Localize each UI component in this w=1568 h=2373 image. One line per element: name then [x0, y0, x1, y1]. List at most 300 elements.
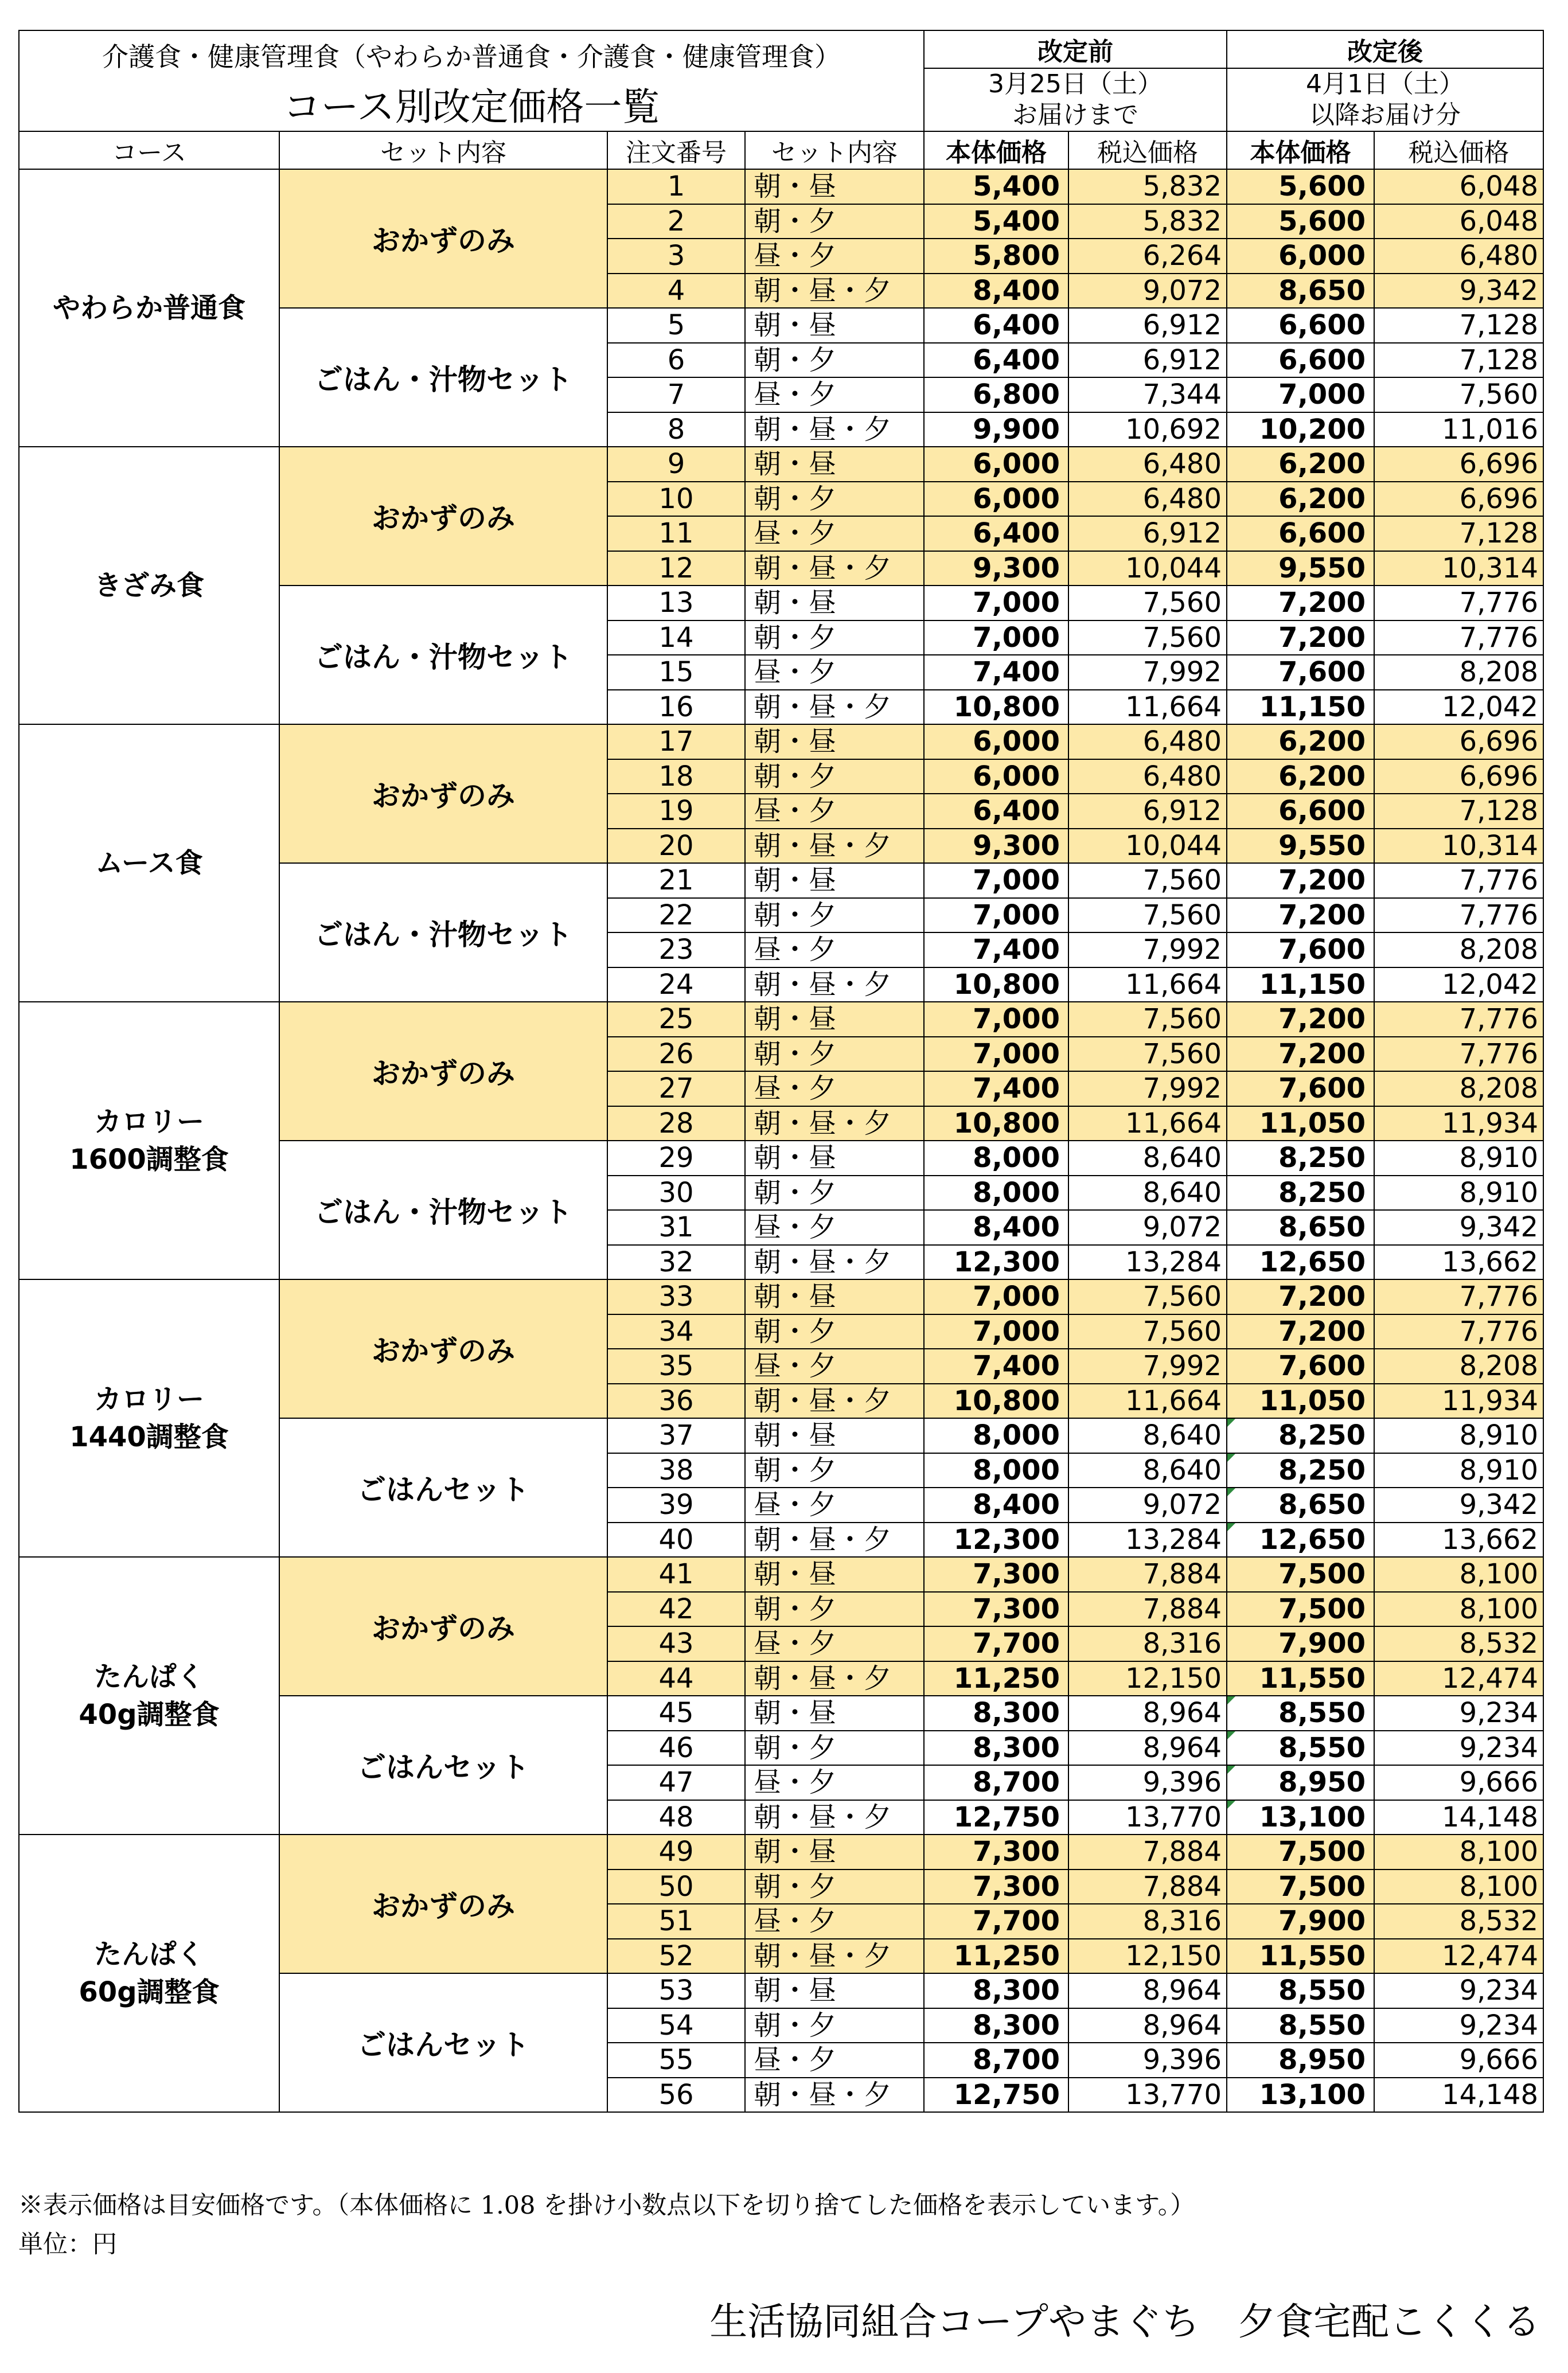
- meal-combination: 朝・昼: [745, 1973, 924, 2008]
- base-price-before: 7,300: [924, 1557, 1068, 1592]
- col-header-set-content: セット内容: [279, 131, 607, 169]
- tax-price-before: 8,316: [1068, 1626, 1227, 1661]
- order-number: 39: [607, 1488, 745, 1523]
- tax-price-after: 8,100: [1374, 1835, 1543, 1869]
- order-number: 12: [607, 551, 745, 586]
- base-price-after-value: 7,200: [1278, 587, 1366, 619]
- tax-price-before: 7,560: [1068, 1279, 1227, 1314]
- order-number: 32: [607, 1245, 745, 1280]
- tax-price-after: 12,042: [1374, 967, 1543, 1002]
- tax-price-before: 12,150: [1068, 1939, 1227, 1974]
- base-price-after: [1227, 482, 1374, 517]
- tax-price-after: 6,696: [1374, 447, 1543, 482]
- tax-price-before: 6,264: [1068, 239, 1227, 274]
- meal-combination: 昼・夕: [745, 932, 924, 967]
- order-number: 13: [607, 586, 745, 620]
- cell-comment-marker: [1227, 1419, 1235, 1427]
- base-price-before: 5,800: [924, 239, 1068, 274]
- tax-price-after: 6,048: [1374, 169, 1543, 204]
- table-row: [19, 1279, 1543, 1314]
- order-number: 49: [607, 1835, 745, 1869]
- base-price-after: [1227, 655, 1374, 690]
- meal-combination: 朝・昼: [745, 1141, 924, 1176]
- col-header-course: コース: [19, 131, 279, 169]
- tax-price-before: 7,884: [1068, 1835, 1227, 1869]
- base-price-before: 10,800: [924, 690, 1068, 725]
- cell-comment-marker: [1227, 1696, 1235, 1704]
- base-price-after: [1227, 516, 1374, 551]
- order-number: 51: [607, 1904, 745, 1939]
- base-price-after-value: 6,600: [1278, 344, 1366, 376]
- tax-price-after: 14,148: [1374, 2078, 1543, 2113]
- course-cell: きざみ食: [19, 447, 279, 724]
- order-number: 25: [607, 1002, 745, 1037]
- base-price-before: 8,000: [924, 1453, 1068, 1488]
- meal-combination: 朝・夕: [745, 1592, 924, 1627]
- tax-price-after: 9,342: [1374, 274, 1543, 309]
- base-price-after: [1227, 377, 1374, 412]
- tax-price-before: 7,992: [1068, 932, 1227, 967]
- base-price-after: [1227, 620, 1374, 655]
- footer-organization: 生活協同組合コープやまぐち 夕食宅配こくくる: [709, 2300, 1540, 2344]
- tax-price-before: 7,560: [1068, 1314, 1227, 1349]
- tax-price-before: 13,770: [1068, 2078, 1227, 2113]
- tax-price-before: 9,396: [1068, 1765, 1227, 1800]
- tax-price-after: 7,776: [1374, 898, 1543, 933]
- meal-combination: 朝・夕: [745, 1037, 924, 1072]
- base-price-after-value: 6,200: [1278, 725, 1366, 758]
- base-price-after: [1227, 932, 1374, 967]
- header-row-1: [19, 30, 1543, 68]
- base-price-after: [1227, 1973, 1374, 2008]
- tax-price-before: 6,912: [1068, 794, 1227, 829]
- tax-price-after: 12,474: [1374, 1661, 1543, 1696]
- base-price-after-value: 7,500: [1278, 1558, 1366, 1591]
- base-price-after-value: 9,550: [1278, 829, 1366, 862]
- order-number: 8: [607, 412, 745, 447]
- col-header-tax-price-before: 税込価格: [1068, 131, 1227, 169]
- tax-price-before: 7,884: [1068, 1557, 1227, 1592]
- order-number: 54: [607, 2008, 745, 2043]
- base-price-after-value: 7,600: [1278, 1350, 1366, 1383]
- order-number: 40: [607, 1523, 745, 1558]
- base-price-after: [1227, 1279, 1374, 1314]
- base-price-before: 8,300: [924, 1696, 1068, 1731]
- base-price-before: 10,800: [924, 967, 1068, 1002]
- tax-price-after: 10,314: [1374, 551, 1543, 586]
- course-cell: ムース食: [19, 724, 279, 1002]
- order-number: 36: [607, 1384, 745, 1419]
- meal-combination: 昼・夕: [745, 1765, 924, 1800]
- tax-price-before: 7,884: [1068, 1869, 1227, 1904]
- tax-price-before: 8,964: [1068, 2008, 1227, 2043]
- order-number: 23: [607, 932, 745, 967]
- base-price-after-value: 6,600: [1278, 309, 1366, 342]
- tax-price-before: 7,560: [1068, 620, 1227, 655]
- base-price-after: [1227, 2078, 1374, 2113]
- order-number: 55: [607, 2043, 745, 2078]
- order-number: 6: [607, 343, 745, 378]
- tax-price-after: 9,234: [1374, 1731, 1543, 1766]
- base-price-before: 12,300: [924, 1245, 1068, 1280]
- tax-price-after: 9,666: [1374, 1765, 1543, 1800]
- tax-price-before: 6,912: [1068, 516, 1227, 551]
- col-header-order-no: 注文番号: [607, 131, 745, 169]
- tax-price-after: 6,480: [1374, 239, 1543, 274]
- base-price-before: 6,800: [924, 377, 1068, 412]
- base-price-before: 6,000: [924, 447, 1068, 482]
- tax-price-before: 8,640: [1068, 1141, 1227, 1176]
- base-price-after-value: 8,650: [1278, 1211, 1366, 1244]
- base-price-before: 7,000: [924, 1314, 1068, 1349]
- price-sheet: [18, 30, 1543, 2113]
- meal-combination: 昼・夕: [745, 377, 924, 412]
- base-price-after-value: 11,050: [1259, 1107, 1366, 1139]
- unit-note: 単位：円: [18, 2230, 117, 2259]
- base-price-after-value: 9,550: [1278, 552, 1366, 584]
- tax-price-before: 8,964: [1068, 1973, 1227, 2008]
- base-price-before: 7,400: [924, 932, 1068, 967]
- base-price-after-value: 12,650: [1259, 1523, 1366, 1556]
- base-price-after-value: 11,050: [1259, 1384, 1366, 1417]
- before-note: お届けまで: [1012, 100, 1138, 130]
- meal-combination: 朝・夕: [745, 1314, 924, 1349]
- tax-price-after: 6,696: [1374, 482, 1543, 517]
- base-price-before: 7,000: [924, 1279, 1068, 1314]
- base-price-before: 12,300: [924, 1523, 1068, 1558]
- tax-price-before: 5,832: [1068, 204, 1227, 239]
- meal-combination: 朝・昼・夕: [745, 1661, 924, 1696]
- set-content-cell: ごはん・汁物セット: [279, 1141, 607, 1279]
- meal-combination: 朝・夕: [745, 343, 924, 378]
- base-price-after: [1227, 1071, 1374, 1106]
- tax-price-after: 8,532: [1374, 1904, 1543, 1939]
- meal-combination: 朝・昼: [745, 308, 924, 343]
- tax-price-after: 8,208: [1374, 932, 1543, 967]
- meal-combination: 昼・夕: [745, 1210, 924, 1245]
- order-number: 3: [607, 239, 745, 274]
- tax-price-before: 11,664: [1068, 1384, 1227, 1419]
- tax-price-before: 6,480: [1068, 447, 1227, 482]
- order-number: 7: [607, 377, 745, 412]
- meal-combination: 朝・夕: [745, 1176, 924, 1211]
- order-number: 46: [607, 1731, 745, 1766]
- cell-comment-marker: [1227, 1523, 1235, 1531]
- course-cell: やわらか普通食: [19, 169, 279, 447]
- base-price-before: 6,400: [924, 308, 1068, 343]
- base-price-before: 7,300: [924, 1869, 1068, 1904]
- base-price-before: 8,300: [924, 1731, 1068, 1766]
- base-price-after-value: 12,650: [1259, 1246, 1366, 1278]
- tax-price-before: 10,044: [1068, 551, 1227, 586]
- base-price-before: 6,000: [924, 482, 1068, 517]
- base-price-after-value: 6,200: [1278, 760, 1366, 793]
- meal-combination: 朝・昼: [745, 447, 924, 482]
- base-price-before: 12,750: [924, 2078, 1068, 2113]
- order-number: 31: [607, 1210, 745, 1245]
- meal-combination: 朝・夕: [745, 1869, 924, 1904]
- meal-combination: 朝・昼: [745, 1696, 924, 1731]
- set-content-cell: おかずのみ: [279, 447, 607, 586]
- tax-price-after: 9,234: [1374, 1973, 1543, 2008]
- tax-price-after: 6,696: [1374, 724, 1543, 759]
- meal-combination: 昼・夕: [745, 516, 924, 551]
- tax-price-after: 7,776: [1374, 863, 1543, 898]
- title-cell: [19, 30, 924, 131]
- table-row: [19, 169, 1543, 204]
- tax-price-before: 6,912: [1068, 343, 1227, 378]
- meal-combination: 朝・夕: [745, 759, 924, 794]
- course-cell: たんぱく 60g調整食: [19, 1835, 279, 2112]
- tax-price-after: 11,016: [1374, 412, 1543, 447]
- base-price-after-value: 11,150: [1259, 690, 1366, 723]
- base-price-after-value: 10,200: [1259, 413, 1366, 446]
- tax-price-before: 12,150: [1068, 1661, 1227, 1696]
- tax-price-before: 6,480: [1068, 759, 1227, 794]
- base-price-after: [1227, 1626, 1374, 1661]
- tax-price-before: 7,992: [1068, 1349, 1227, 1384]
- order-number: 11: [607, 516, 745, 551]
- order-number: 4: [607, 274, 745, 309]
- base-price-after: [1227, 829, 1374, 864]
- base-price-after: [1227, 1245, 1374, 1280]
- base-price-after-value: 6,000: [1278, 240, 1366, 272]
- base-price-after-value: 5,600: [1278, 170, 1366, 203]
- set-content-cell: ごはん・汁物セット: [279, 308, 607, 447]
- meal-combination: 朝・夕: [745, 1731, 924, 1766]
- tax-price-before: 7,560: [1068, 1002, 1227, 1037]
- base-price-before: 12,750: [924, 1800, 1068, 1835]
- base-price-after: [1227, 863, 1374, 898]
- base-price-after: [1227, 2008, 1374, 2043]
- base-price-before: 7,000: [924, 586, 1068, 620]
- tax-price-before: 6,912: [1068, 308, 1227, 343]
- meal-combination: 昼・夕: [745, 1904, 924, 1939]
- base-price-before: 7,700: [924, 1626, 1068, 1661]
- base-price-after: [1227, 343, 1374, 378]
- base-price-before: 8,300: [924, 2008, 1068, 2043]
- table-row: [19, 724, 1543, 759]
- meal-combination: 朝・昼: [745, 1418, 924, 1453]
- base-price-before: 6,000: [924, 759, 1068, 794]
- base-price-after-value: 7,500: [1278, 1836, 1366, 1868]
- base-price-before: 9,900: [924, 412, 1068, 447]
- tax-price-after: 7,776: [1374, 586, 1543, 620]
- base-price-before: 9,300: [924, 551, 1068, 586]
- base-price-after-value: 8,250: [1278, 1176, 1366, 1209]
- table-row: [19, 1557, 1543, 1592]
- meal-combination: 昼・夕: [745, 655, 924, 690]
- base-price-before: 7,400: [924, 1349, 1068, 1384]
- order-number: 24: [607, 967, 745, 1002]
- meal-combination: 昼・夕: [745, 1071, 924, 1106]
- order-number: 2: [607, 204, 745, 239]
- base-price-before: 6,400: [924, 794, 1068, 829]
- document-subtitle: 介護食・健康管理食（やわらか普通食・介護食・健康管理食）: [102, 41, 841, 72]
- meal-combination: 朝・昼: [745, 1002, 924, 1037]
- set-content-cell: ごはん・汁物セット: [279, 863, 607, 1002]
- tax-price-after: 8,100: [1374, 1557, 1543, 1592]
- tax-price-before: 8,964: [1068, 1696, 1227, 1731]
- base-price-after-value: 13,100: [1259, 1801, 1366, 1833]
- meal-combination: 朝・昼: [745, 1557, 924, 1592]
- course-cell: たんぱく 40g調整食: [19, 1557, 279, 1835]
- tax-price-before: 6,480: [1068, 482, 1227, 517]
- base-price-after: [1227, 1661, 1374, 1696]
- after-date: 4月1日（土）: [1306, 69, 1464, 99]
- order-number: 37: [607, 1418, 745, 1453]
- base-price-after-value: 8,550: [1278, 1731, 1366, 1764]
- base-price-after-value: 8,650: [1278, 1489, 1366, 1521]
- order-number: 1: [607, 169, 745, 204]
- base-price-before: 8,300: [924, 1973, 1068, 2008]
- tax-price-before: 8,316: [1068, 1904, 1227, 1939]
- base-price-after-value: 7,600: [1278, 1072, 1366, 1105]
- base-price-before: 8,400: [924, 1210, 1068, 1245]
- meal-combination: 朝・夕: [745, 620, 924, 655]
- order-number: 50: [607, 1869, 745, 1904]
- cell-comment-marker: [1227, 1454, 1235, 1462]
- base-price-before: 11,250: [924, 1939, 1068, 1974]
- base-price-after: [1227, 898, 1374, 933]
- base-price-after: [1227, 1384, 1374, 1419]
- meal-combination: 朝・昼: [745, 1279, 924, 1314]
- base-price-before: 6,000: [924, 724, 1068, 759]
- set-content-cell: おかずのみ: [279, 1835, 607, 1973]
- base-price-before: 8,000: [924, 1418, 1068, 1453]
- order-number: 30: [607, 1176, 745, 1211]
- base-price-after-value: 7,200: [1278, 1281, 1366, 1313]
- tax-price-before: 11,664: [1068, 690, 1227, 725]
- base-price-after: [1227, 1765, 1374, 1800]
- meal-combination: 朝・昼・夕: [745, 1245, 924, 1280]
- base-price-after-value: 7,900: [1278, 1627, 1366, 1660]
- tax-price-after: 8,910: [1374, 1141, 1543, 1176]
- base-price-after-value: 8,250: [1278, 1454, 1366, 1486]
- base-price-after: [1227, 551, 1374, 586]
- order-number: 10: [607, 482, 745, 517]
- base-price-after: [1227, 586, 1374, 620]
- base-price-after: [1227, 308, 1374, 343]
- base-price-before: 7,300: [924, 1835, 1068, 1869]
- cell-comment-marker: [1227, 1731, 1235, 1739]
- set-content-cell: おかずのみ: [279, 1279, 607, 1418]
- meal-combination: 昼・夕: [745, 1349, 924, 1384]
- meal-combination: 朝・昼・夕: [745, 690, 924, 725]
- base-price-after-value: 7,200: [1278, 899, 1366, 931]
- base-price-before: 11,250: [924, 1661, 1068, 1696]
- base-price-after-value: 7,600: [1278, 656, 1366, 689]
- base-price-after-value: 7,200: [1278, 864, 1366, 897]
- meal-combination: 朝・昼: [745, 724, 924, 759]
- order-number: 41: [607, 1557, 745, 1592]
- order-number: 56: [607, 2078, 745, 2113]
- base-price-after-value: 7,200: [1278, 1037, 1366, 1070]
- meal-combination: 朝・夕: [745, 898, 924, 933]
- before-revision-label: 改定前: [924, 30, 1227, 68]
- order-number: 48: [607, 1800, 745, 1835]
- after-revision-period: [1227, 68, 1543, 131]
- base-price-after: [1227, 759, 1374, 794]
- tax-price-after: 8,910: [1374, 1176, 1543, 1211]
- tax-price-after: 12,042: [1374, 690, 1543, 725]
- tax-price-after: 7,128: [1374, 308, 1543, 343]
- tax-price-after: 7,776: [1374, 1002, 1543, 1037]
- base-price-after: [1227, 169, 1374, 204]
- tax-price-after: 7,128: [1374, 343, 1543, 378]
- meal-combination: 昼・夕: [745, 1488, 924, 1523]
- base-price-after: [1227, 1939, 1374, 1974]
- tax-price-before: 13,284: [1068, 1245, 1227, 1280]
- order-number: 53: [607, 1973, 745, 2008]
- base-price-before: 5,400: [924, 169, 1068, 204]
- tax-price-before: 13,284: [1068, 1523, 1227, 1558]
- tax-price-after: 9,234: [1374, 1696, 1543, 1731]
- price-table: [18, 30, 1544, 2113]
- tax-price-before: 9,072: [1068, 1210, 1227, 1245]
- order-number: 28: [607, 1106, 745, 1141]
- tax-price-after: 6,048: [1374, 204, 1543, 239]
- set-content-cell: おかずのみ: [279, 169, 607, 308]
- col-header-base-price-after: 本体価格: [1227, 131, 1374, 169]
- base-price-after: [1227, 447, 1374, 482]
- meal-combination: 朝・昼・夕: [745, 1800, 924, 1835]
- base-price-after: [1227, 1176, 1374, 1211]
- meal-combination: 朝・夕: [745, 204, 924, 239]
- base-price-after-value: 7,500: [1278, 1593, 1366, 1625]
- base-price-after: [1227, 274, 1374, 309]
- tax-price-after: 8,208: [1374, 1349, 1543, 1384]
- tax-price-after: 7,776: [1374, 620, 1543, 655]
- base-price-after: [1227, 1314, 1374, 1349]
- base-price-after: [1227, 1731, 1374, 1766]
- meal-combination: 朝・昼: [745, 1835, 924, 1869]
- tax-price-after: 9,342: [1374, 1210, 1543, 1245]
- base-price-before: 8,400: [924, 274, 1068, 309]
- meal-combination: 朝・昼: [745, 863, 924, 898]
- base-price-after-value: 6,600: [1278, 517, 1366, 550]
- base-price-after: [1227, 1800, 1374, 1835]
- order-number: 52: [607, 1939, 745, 1974]
- tax-price-after: 8,910: [1374, 1453, 1543, 1488]
- before-revision-period: [924, 68, 1227, 131]
- column-header-row: [19, 131, 1543, 169]
- tax-price-before: 9,072: [1068, 274, 1227, 309]
- meal-combination: 朝・昼・夕: [745, 1939, 924, 1974]
- base-price-after: [1227, 1349, 1374, 1384]
- tax-price-after: 11,934: [1374, 1384, 1543, 1419]
- tax-price-before: 8,640: [1068, 1453, 1227, 1488]
- tax-price-after: 9,342: [1374, 1488, 1543, 1523]
- tax-price-after: 7,776: [1374, 1279, 1543, 1314]
- base-price-before: 7,400: [924, 1071, 1068, 1106]
- meal-combination: 昼・夕: [745, 794, 924, 829]
- after-revision-label: 改定後: [1227, 30, 1543, 68]
- order-number: 43: [607, 1626, 745, 1661]
- order-number: 16: [607, 690, 745, 725]
- order-number: 47: [607, 1765, 745, 1800]
- meal-combination: 朝・昼: [745, 586, 924, 620]
- set-content-cell: ごはんセット: [279, 1973, 607, 2112]
- order-number: 21: [607, 863, 745, 898]
- order-number: 9: [607, 447, 745, 482]
- base-price-before: 8,000: [924, 1141, 1068, 1176]
- base-price-after-value: 6,200: [1278, 482, 1366, 515]
- tax-price-after: 7,128: [1374, 516, 1543, 551]
- base-price-after: [1227, 1037, 1374, 1072]
- tax-price-before: 9,396: [1068, 2043, 1227, 2078]
- cell-comment-marker: [1227, 1488, 1235, 1496]
